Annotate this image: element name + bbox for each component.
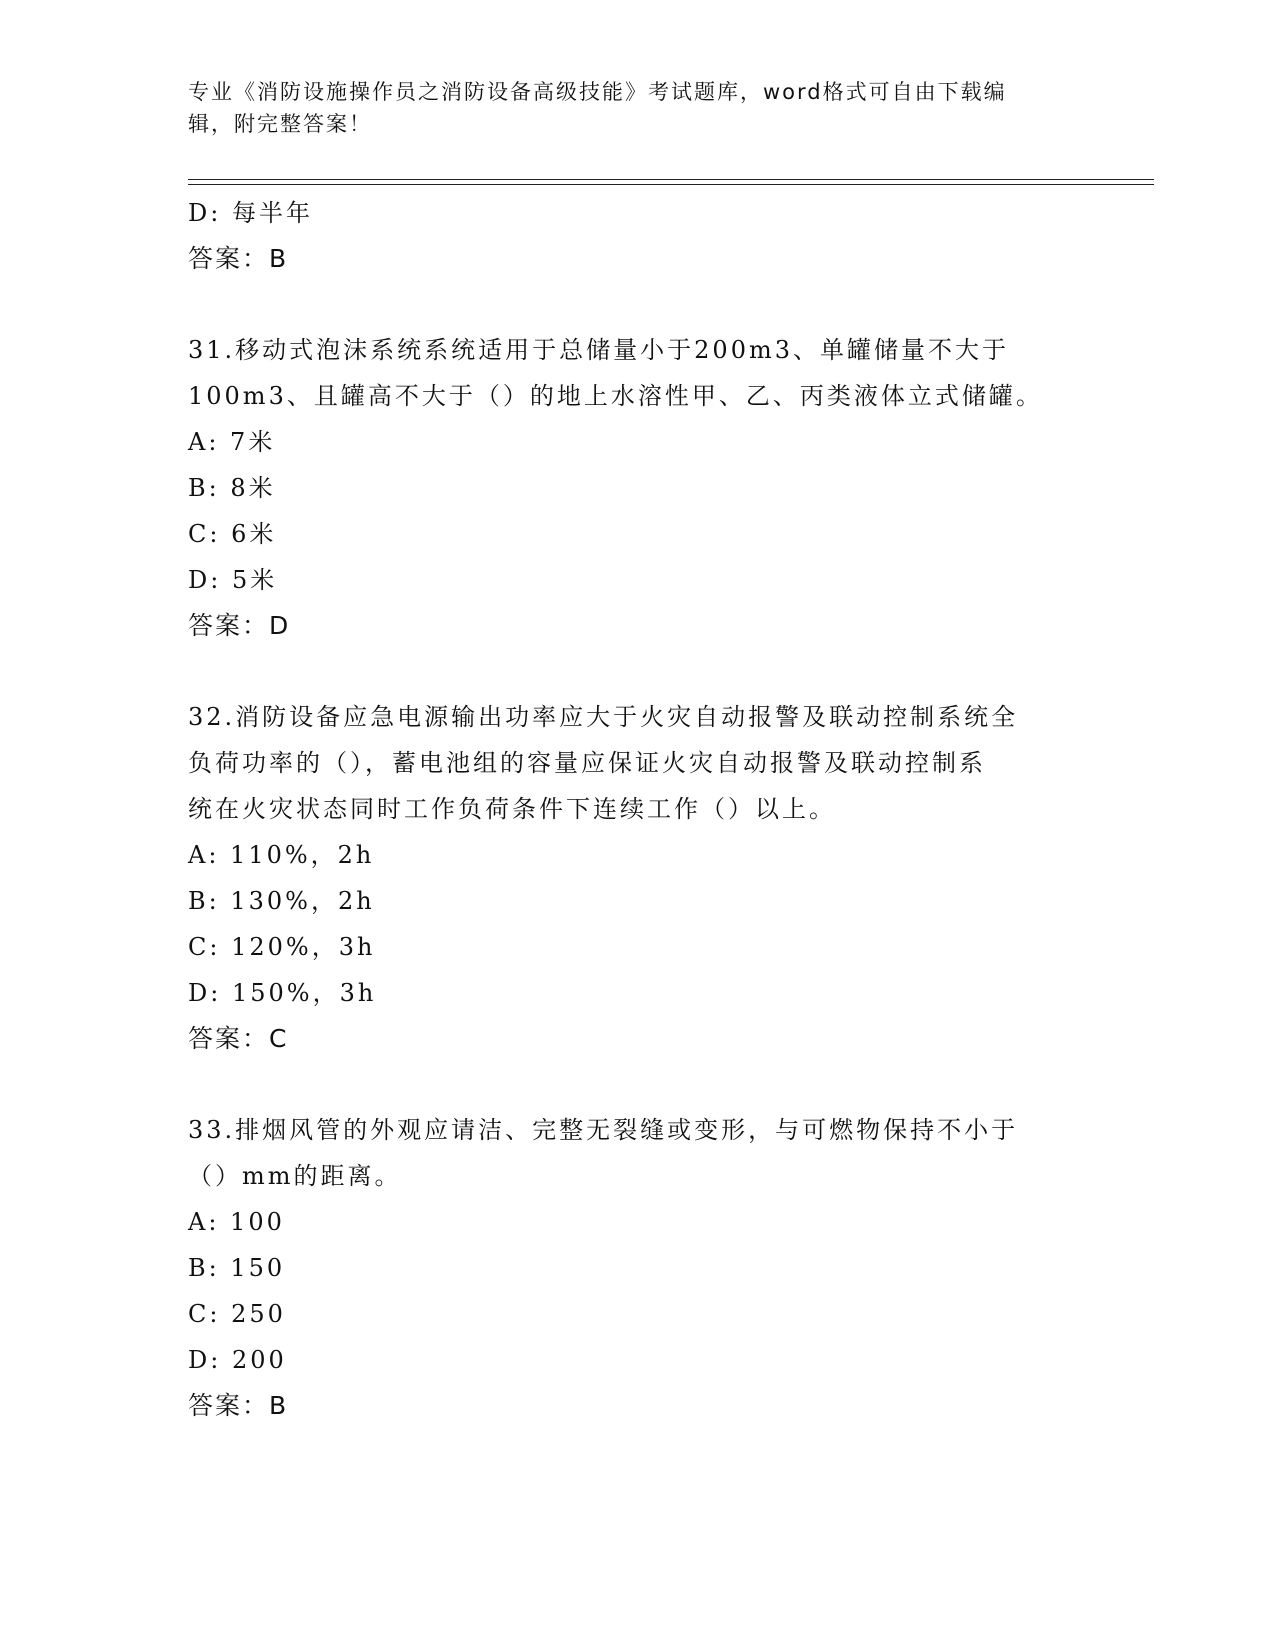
option-d: D: 5米 — [188, 566, 278, 594]
option-c: C: 6米 — [188, 520, 277, 548]
option-d: D: 200 — [188, 1346, 287, 1374]
prev-answer: 答案：B — [188, 244, 289, 273]
question-line: （）mm的距离。 — [188, 1162, 402, 1190]
question-block-32 — [188, 694, 1088, 1062]
option-a: A: 110%，2h — [188, 841, 375, 869]
option-b: B: 150 — [188, 1254, 286, 1282]
option-c: C: 250 — [188, 1300, 286, 1328]
question-line: 100m3、且罐高不大于（）的地上水溶性甲、乙、丙类液体立式储罐。 — [188, 382, 1043, 410]
question-block-33 — [188, 1107, 1088, 1429]
document-header — [188, 76, 1068, 140]
option-a: A: 100 — [188, 1208, 285, 1236]
answer: 答案：C — [188, 1024, 289, 1053]
option-b: B: 8米 — [188, 474, 276, 502]
option-d: D: 150%，3h — [188, 979, 377, 1007]
option-c: C: 120%，3h — [188, 933, 376, 961]
option-a: A: 7米 — [188, 428, 276, 456]
question-stem — [188, 694, 1078, 832]
prev-option-d: D: 每半年 — [188, 199, 313, 227]
question-line: 33.排烟风管的外观应请洁、完整无裂缝或变形，与可燃物保持不小于 — [188, 1116, 1019, 1144]
question-line: 31.移动式泡沫系统系统适用于总储量小于200m3、单罐储量不大于 — [188, 336, 1010, 364]
option-b: B: 130%，2h — [188, 887, 375, 915]
answer: 答案：D — [188, 611, 291, 640]
question-block-31 — [188, 327, 1088, 649]
header-line-2: 辑，附完整答案！ — [188, 112, 372, 136]
question-stem — [188, 327, 1078, 419]
header-line-1: 专业《消防设施操作员之消防设备高级技能》考试题库，word格式可自由下载编 — [188, 80, 1007, 104]
answer: 答案：B — [188, 1391, 289, 1420]
question-line: 32.消防设备应急电源输出功率应大于火灾自动报警及联动控制系统全 — [188, 703, 1019, 731]
question-stem — [188, 1107, 1078, 1199]
header-divider-bottom — [188, 184, 1154, 185]
document-body — [188, 190, 1088, 1429]
question-line: 统在火灾状态同时工作负荷条件下连续工作（）以上。 — [188, 795, 836, 823]
question-line: 负荷功率的（），蓄电池组的容量应保证火灾自动报警及联动控制系 — [188, 749, 986, 777]
header-divider-top — [188, 179, 1154, 180]
